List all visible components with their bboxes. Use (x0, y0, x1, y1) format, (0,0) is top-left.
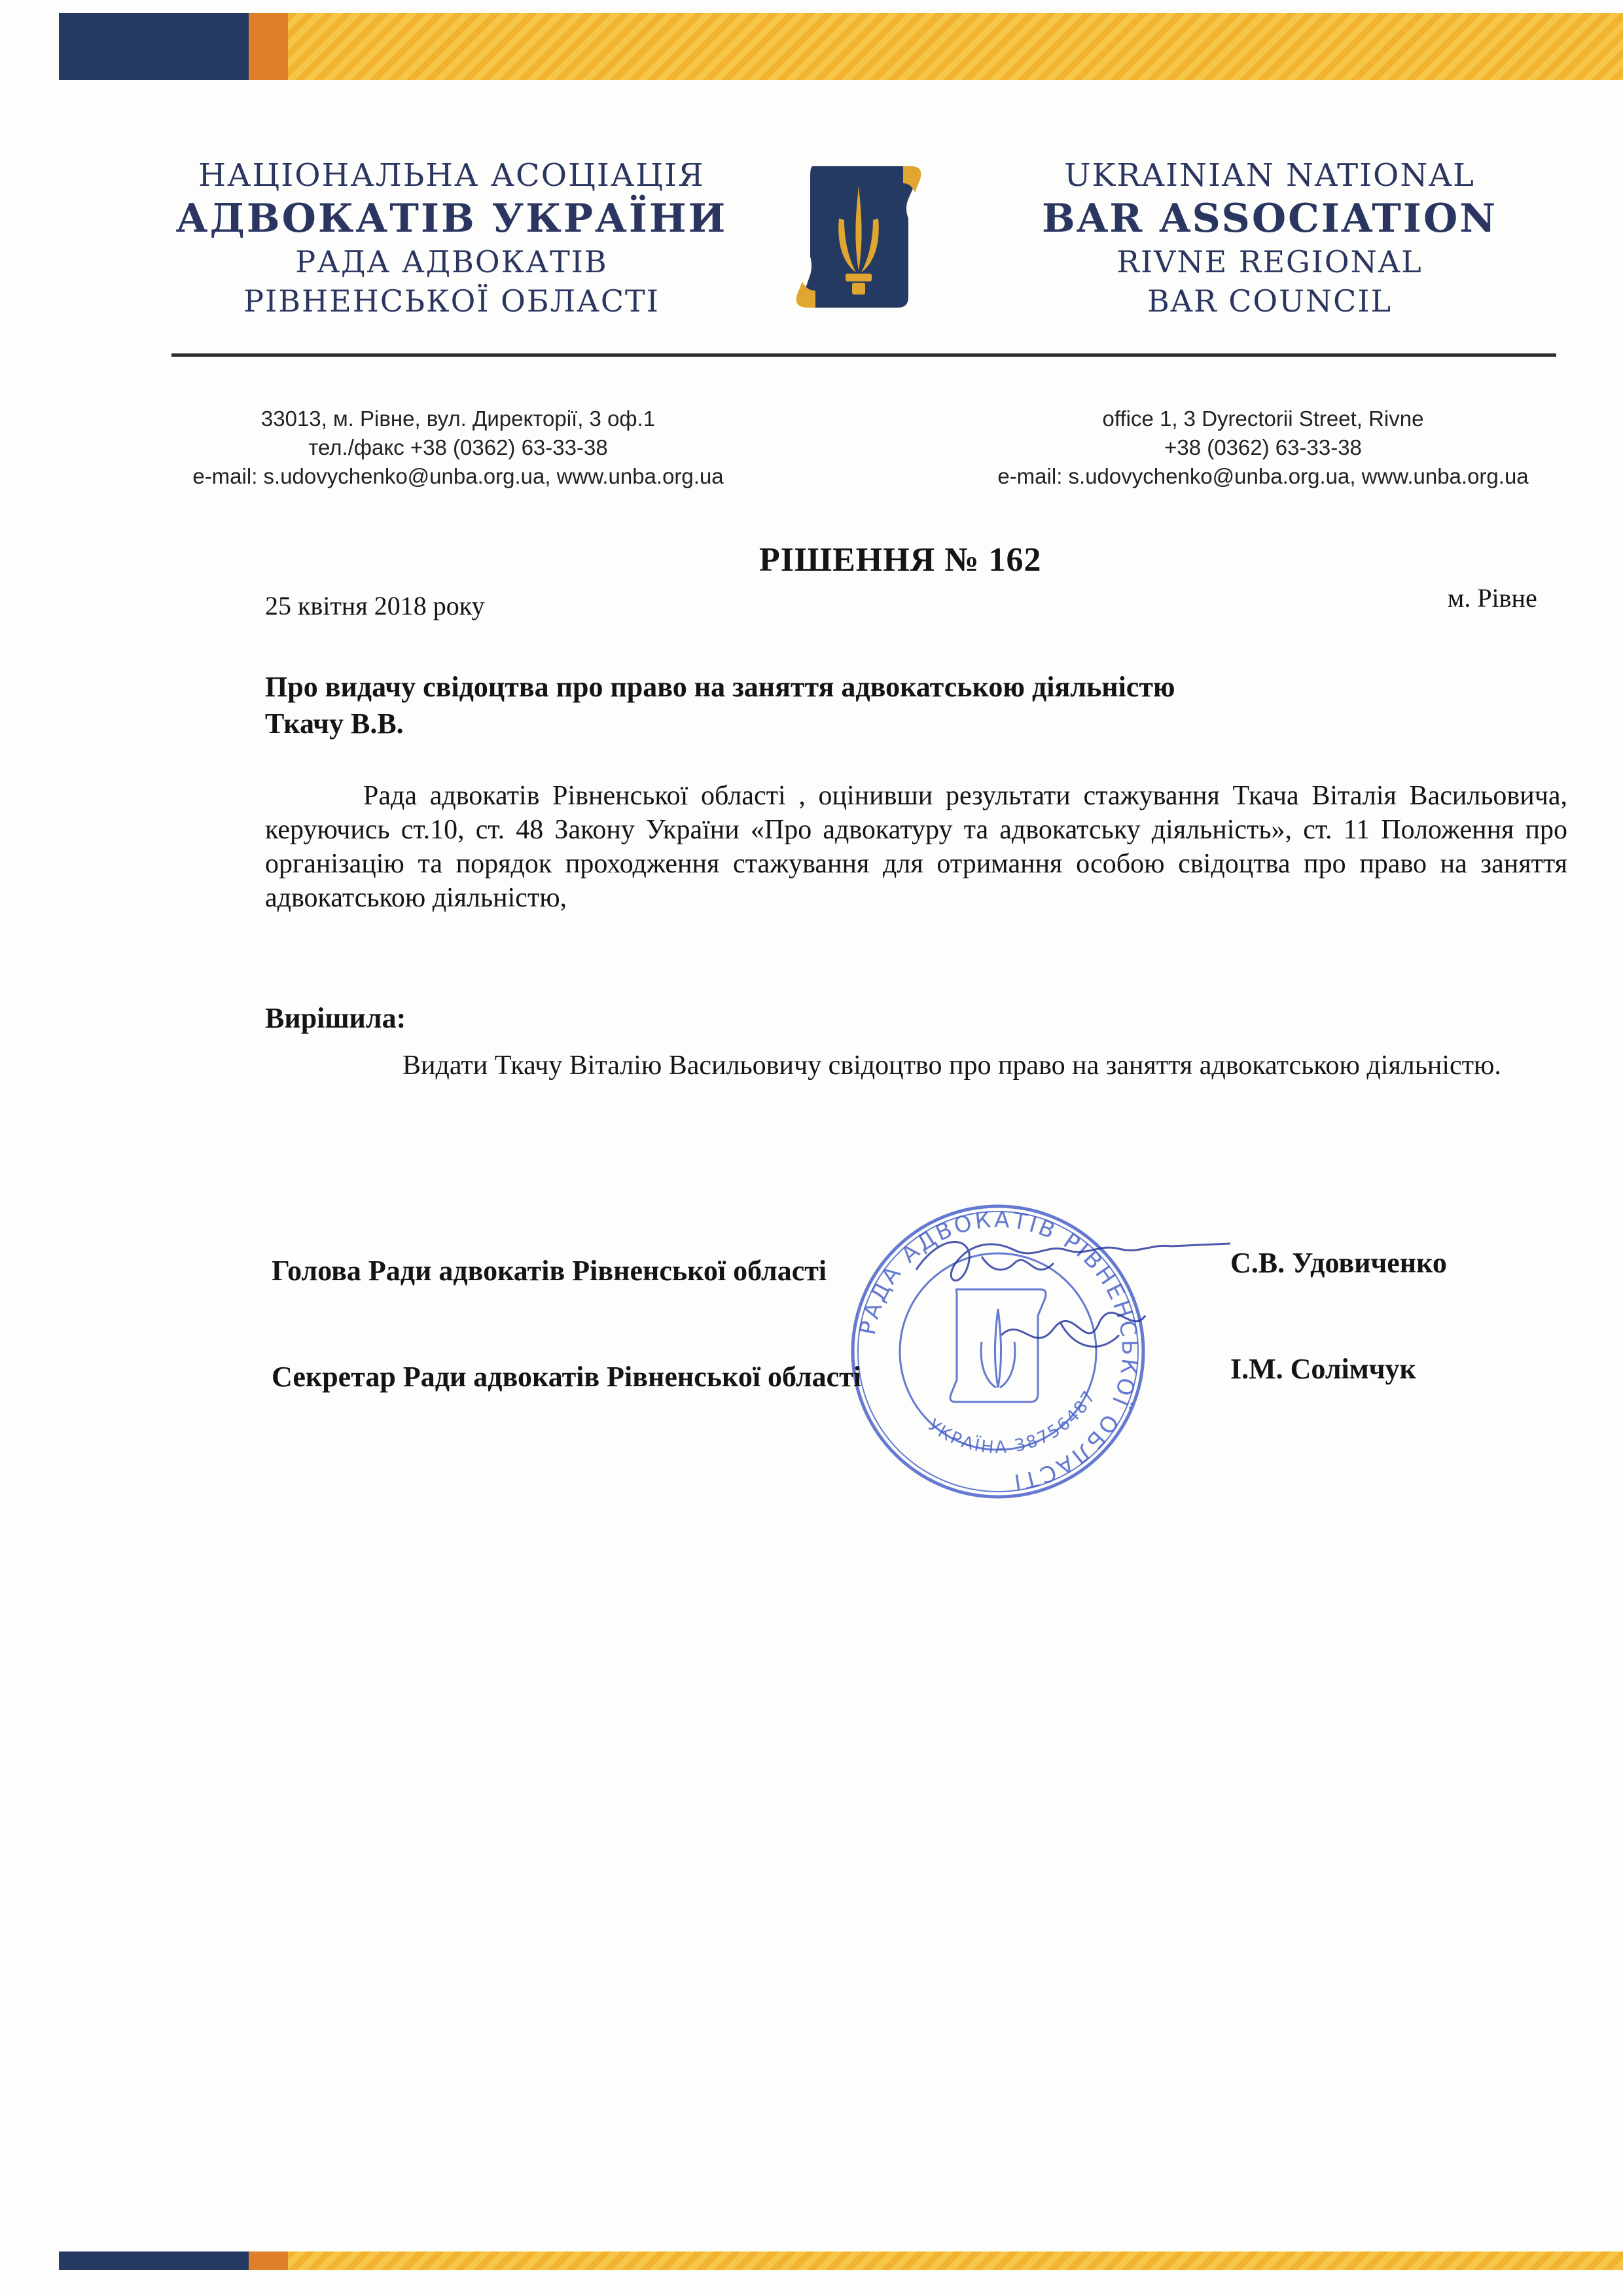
resolved-text: Видати Ткачу Віталію Васильовичу свідоцтво про право на заняття адвокатською діяльністю. (402, 1050, 1501, 1081)
stamp-outer-text: РАДА АДВОКАТІВ РІВНЕНСЬКОЇ ОБЛАСТІ (854, 1206, 1143, 1496)
org-name-line2: АДВОКАТІВ УКРАЇНИ (175, 196, 728, 242)
band-yellow-segment (288, 13, 1623, 80)
address-ua: 33013, м. Рівне, вул. Директорії, 3 оф.1 (260, 406, 656, 431)
contact-block-ukrainian (164, 404, 753, 491)
org-name-en-line2: BAR ASSOCIATION (1041, 196, 1498, 242)
band-orange-segment (249, 2251, 288, 2270)
band-orange-segment (249, 13, 288, 80)
org-name-en-line1: UKRAINIAN NATIONAL (1064, 157, 1475, 194)
decision-date: 25 квітня 2018 року (265, 591, 485, 620)
address-en: office 1, 3 Dyrectorii Street, Rivne (1102, 406, 1424, 431)
contact-block-english (969, 404, 1558, 491)
handwritten-signature (903, 1224, 1243, 1394)
signatory-name-chair: С.В. Удовиченко (1230, 1247, 1447, 1279)
band-navy-segment (59, 2251, 249, 2270)
resolved-heading: Вирішила: (265, 1002, 406, 1034)
stamp-code-text: УКРАЇНА 38756487 (924, 1386, 1101, 1458)
letterhead-ukrainian (170, 156, 733, 321)
council-name-en-line2: BAR COUNCIL (1147, 283, 1393, 319)
signatory-name-secretary: І.М. Солімчук (1230, 1353, 1416, 1385)
email-en: e-mail: s.udovychenko@unba.org.ua, www.unba.org.ua (997, 464, 1529, 488)
council-name-line2: РІВНЕНСЬКОЇ ОБЛАСТІ (243, 283, 660, 319)
phone-ua: тел./факс +38 (0362) 63-33-38 (308, 435, 608, 459)
bottom-decorative-band (59, 2251, 1623, 2270)
decision-body (265, 779, 1567, 915)
resolved-block (265, 1049, 1567, 1083)
header-divider (171, 353, 1556, 357)
signatory-title-secretary: Секретар Ради адвокатів Рівненської області (272, 1361, 862, 1393)
decision-subject: Про видачу свідоцтва про право на заняття адвокатською діяльністю Ткачу В.В. (265, 671, 1175, 740)
body-paragraph: Рада адвокатів Рівненської області , оцінивши результати стажування Ткача Віталія Васильовича, керуючись ст.10, ст. 48 Закону України «Про адвокатуру та адвокатську діяльність», ст. 11 Положення про організацію та порядок проходження стажування для отримання особою свідоцтва про право на заняття адвокатською діяльністю, (265, 781, 1567, 913)
org-name-line1: НАЦІОНАЛЬНА АСОЦІАЦІЯ (198, 157, 705, 194)
decision-title: РІШЕННЯ № 162 (759, 541, 1042, 579)
band-yellow-segment (288, 2251, 1623, 2270)
letterhead-english (1021, 156, 1518, 321)
decision-city: м. Рівне (1448, 583, 1537, 613)
signatory-title-chair: Голова Ради адвокатів Рівненської області (272, 1255, 827, 1287)
council-name-line1: РАДА АДВОКАТІВ (295, 244, 608, 279)
band-navy-segment (59, 13, 249, 80)
council-name-en-line1: RIVNE REGIONAL (1116, 244, 1423, 279)
phone-en: +38 (0362) 63-33-38 (1164, 435, 1362, 459)
email-ua: e-mail: s.udovychenko@unba.org.ua, www.unba.org.ua (192, 464, 724, 488)
top-decorative-band (59, 13, 1623, 80)
unba-emblem-icon (793, 160, 924, 314)
